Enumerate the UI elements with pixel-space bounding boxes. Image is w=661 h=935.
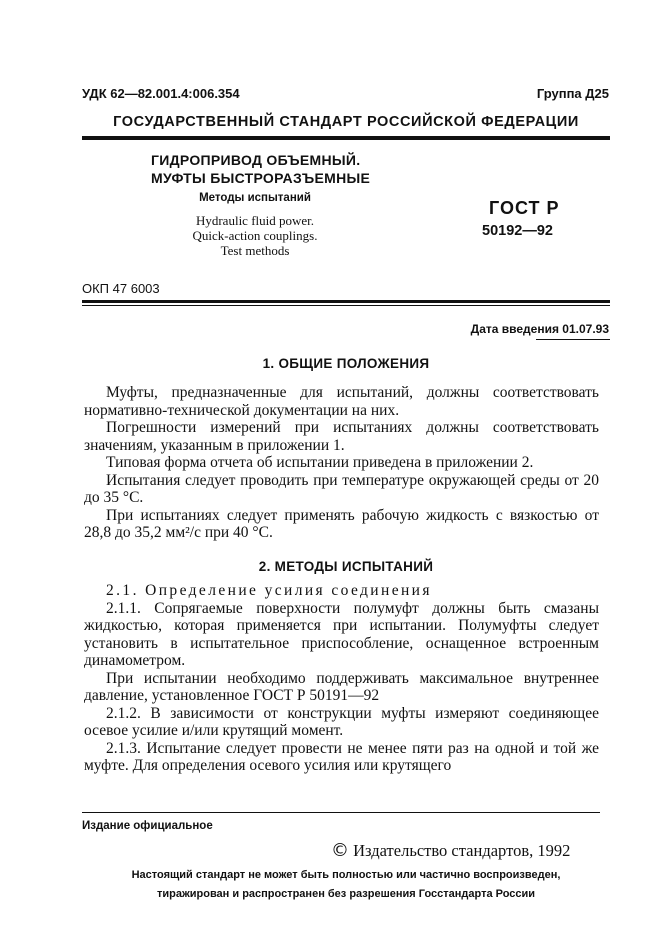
section1-paragraph: Испытания следует проводить при температуре окружающей среды от 20 до 35 °С.	[84, 471, 599, 506]
top-rule-thick	[82, 136, 610, 140]
section1-heading: 1. ОБЩИЕ ПОЛОЖЕНИЯ	[262, 356, 430, 371]
english-title-line2: Quick-action couplings.	[192, 228, 318, 243]
section1-paragraph: При испытаниях следует применять рабочую жидкость с вязкостью от 28,8 до 35,2 мм²/с при 40 °С.	[84, 506, 599, 541]
section1-body	[84, 384, 599, 542]
official-edition: Издание официальное	[82, 820, 213, 832]
english-title-line3: Test methods	[220, 243, 290, 258]
group-code: Группа Д25	[536, 86, 609, 101]
title-rule-thick	[82, 300, 610, 303]
section2-subheading: 2.1. Определение усилия соединения	[106, 582, 432, 599]
notice-line2: тиражирован и распространен без разрешения Госстандарта России	[156, 888, 536, 900]
title-line1: ГИДРОПРИВОД ОБЪЕМНЫЙ.	[151, 152, 361, 168]
title-rule-thin	[82, 305, 610, 306]
english-title	[151, 213, 359, 258]
notice-line1: Настоящий стандарт не может быть полностью или частично воспроизведен,	[131, 869, 561, 881]
section1-paragraph: Муфты, предназначенные для испытаний, должны соответствовать нормативно-технической документации на них.	[84, 384, 599, 419]
title-line2: МУФТЫ БЫСТРОРАЗЪЕМНЫЕ	[151, 170, 371, 186]
okp-code: ОКП 47 6003	[82, 281, 160, 296]
section2-paragraph: 2.1.3. Испытание следует провести не менее пяти раз на одной и той же муфте. Для определения осевого усилия или крутящего	[84, 739, 599, 774]
section1-paragraph: Типовая форма отчета об испытании приведена в приложении 2.	[106, 454, 534, 471]
english-title-line1: Hydraulic fluid power.	[195, 213, 315, 228]
section2-body	[84, 582, 599, 775]
introduction-date: Дата введения 01.07.93	[470, 322, 609, 336]
methods-subtitle: Методы испытаний	[199, 192, 311, 204]
footer-rule	[82, 812, 600, 813]
udk-code: УДК 62—82.001.4:006.354	[82, 86, 240, 101]
section2-heading: 2. МЕТОДЫ ИСПЫТАНИЙ	[258, 559, 434, 574]
copyright-text: Издательство стандартов, 1992	[353, 841, 571, 860]
section2-paragraph: 2.1.1. Сопрягаемые поверхности полумуфт должны быть смазаны жидкостью, которая применяется при испытании. Полумуфты следует установить в испытательное приспособление, оснащенное встроенным динамометром.	[84, 599, 599, 669]
copyright-line	[331, 840, 570, 861]
section2-paragraph: 2.1.2. В зависимости от конструкции муфты измеряют соединяющее осевое усилие и/или крутящий момент.	[84, 704, 599, 739]
organization-title: ГОСУДАРСТВЕННЫЙ СТАНДАРТ РОССИЙСКОЙ ФЕДЕРАЦИИ	[113, 114, 579, 130]
standard-label: ГОСТ Р	[489, 198, 560, 218]
standard-number: 50192—92	[482, 223, 553, 239]
section2-paragraph: При испытании необходимо поддерживать максимальное внутреннее давление, установленное ГОСТ Р 50191—92	[84, 669, 599, 704]
date-underline	[536, 339, 610, 340]
copyright-icon: ©	[331, 840, 349, 861]
section1-paragraph: Погрешности измерений при испытаниях должны соответствовать значениям, указанным в приложении 1.	[84, 419, 599, 454]
reproduction-notice	[82, 866, 610, 904]
